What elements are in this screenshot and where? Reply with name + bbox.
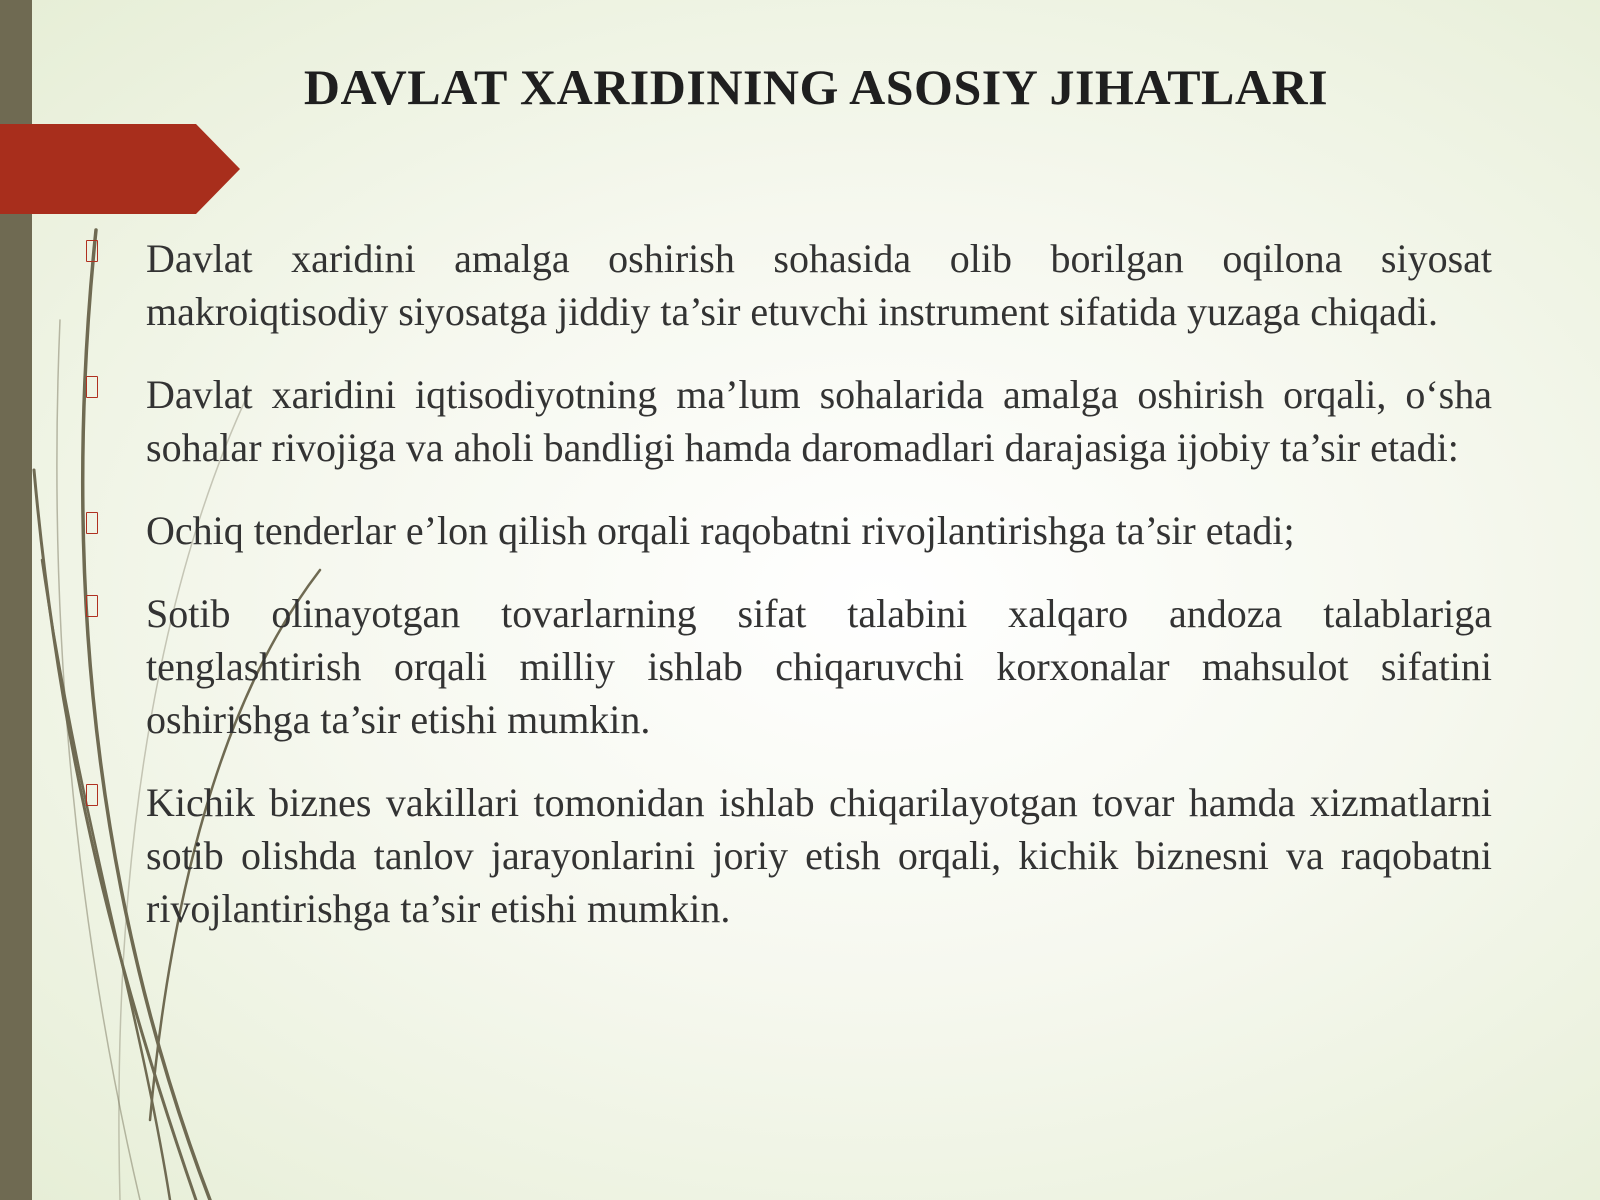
square-outline-icon: [86, 376, 98, 398]
bullet-item: [82, 776, 1492, 935]
slide-title: DAVLAT XARIDINING ASOSIY JIHATLARI: [303, 59, 1329, 115]
bullet-item: [82, 587, 1492, 746]
bullet-item: [82, 232, 1492, 338]
bullet-text: Kichik biznes vakillari tomonidan ishlab chiqarilayotgan tovar hamda xizmatlarni sotib olishda tanlov jarayonlarini joriy etish orqali, kichik biznesni va raqobatni rivojlantirishga ta’sir etishi mumkin.: [146, 780, 1492, 931]
square-outline-icon: [86, 512, 98, 534]
bullet-text: Davlat xaridini amalga oshirish sohasida olib borilgan oqilona siyosat makroiqtisodiy siyosatga jiddiy ta’sir etuvchi instrument sifatida yuzaga chiqadi.: [146, 236, 1492, 334]
bullet-text: Ochiq tenderlar e’lon qilish orqali raqobatni rivojlantirishga ta’sir etadi;: [146, 508, 1295, 553]
bullet-item: [82, 368, 1492, 474]
square-outline-icon: [86, 240, 98, 262]
bullet-text: Sotib olinayotgan tovarlarning sifat talabini xalqaro andoza talablariga tenglashtirish orqali milliy ishlab chiqaruvchi korxonalar mahsulot sifatini oshirishga ta’sir etishi mumkin.: [146, 591, 1492, 742]
bullet-item: [82, 504, 1492, 557]
bullet-text: Davlat xaridini iqtisodiyotning ma’lum sohalarida amalga oshirish orqali, o‘sha sohalar rivojiga va aholi bandligi hamda daromadlari darajasiga ijobiy ta’sir etadi:: [146, 372, 1492, 470]
square-outline-icon: [86, 595, 98, 617]
arrow-banner: [0, 124, 240, 214]
bullet-list: [82, 232, 1492, 965]
square-outline-icon: [86, 784, 98, 806]
